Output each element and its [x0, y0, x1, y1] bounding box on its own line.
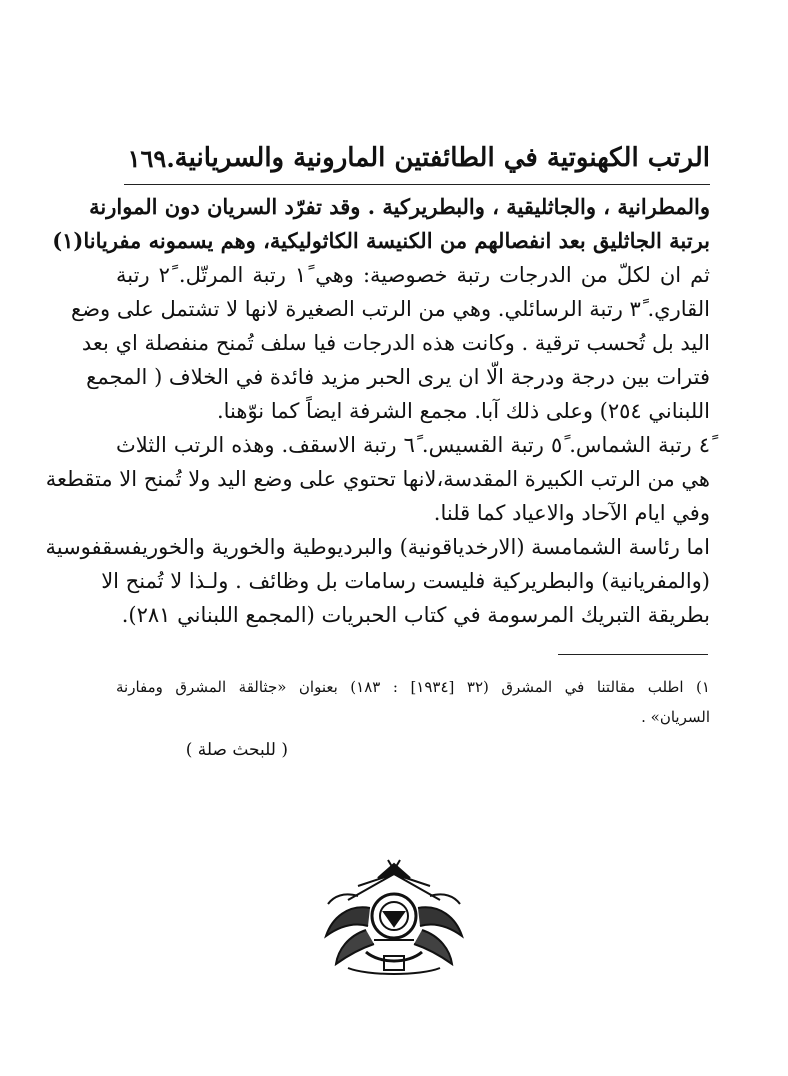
footnote-line: السريان» .: [641, 708, 710, 726]
body-line: بطريقة التبريك المرسومة في كتاب الحبريات (المجمع اللبناني ٢٨١).: [121, 603, 710, 627]
body-line: فترات بين درجة ودرجة الّا ان يرى الحبر مزيد فائدة في الخلاف ( المجمع: [86, 365, 710, 389]
body-line: (والمفريانية) والبطريركية فليست رسامات بل وظائف . ولـذا لا تُمنح الا: [101, 569, 710, 593]
decorative-ornament-icon: [318, 856, 470, 980]
header-rule: [124, 184, 710, 185]
body-line: اللبناني ٢٥٤) وعلى ذلك آبا. مجمع الشرفة ايضاً كما نوّهنا.: [216, 399, 710, 423]
body-line: برتبة الجاثليق بعد انفصالهم من الكنيسة الكاثوليكية، وهم يسمونه مفريانا(١): [52, 228, 710, 253]
body-line: اليد بل تُحسب ترقية . وكانت هذه الدرجات فيا سلف تُمنح منفصلة اي بعد: [81, 331, 710, 355]
body-line: وفي ايام الآحاد والاعياد كما قلنا.: [433, 501, 710, 525]
page-number: .١٦٩: [127, 143, 175, 173]
footnote-line: ١) اطلب مقالتنا في المشرق (٣٢ [١٩٣٤] : ١٨٣) بعنوان «جثالقة المشرق ومفارنة: [116, 678, 710, 696]
footnote: [116, 672, 710, 732]
body-line: ٤ً رتبة الشماس. ٥ً رتبة القسيس. ٦ً رتبة الاسقف. وهذه الرتب الثلاث: [116, 433, 710, 457]
body-line: والمطرانية ، والجاثليقية ، والبطريركية . وقد تفرّد السريان دون الموارنة: [89, 194, 710, 219]
body-line: هي من الرتب الكبيرة المقدسة،لانها تحتوي على وضع اليد ولا تُمنح الا متقطعة: [45, 467, 710, 491]
body-line: القاري. ٣ً رتبة الرسائلي. وهي من الرتب الصغيرة لانها لا تشتمل على وضع: [71, 297, 710, 321]
header-title: الرتب الكهنوتية في الطائفتين المارونية والسريانية: [174, 143, 710, 173]
body-line: ثم ان لكلّ من الدرجات رتبة خصوصية: وهي ١ً رتبة المرتّل. ٢ً رتبة: [116, 263, 710, 287]
footnote-rule: [558, 654, 708, 655]
running-header: [127, 136, 710, 180]
body-line: اما رئاسة الشمامسة (الارخدياقونية) والبرديوطية والخورية والخوريفسقفوسية: [45, 535, 710, 559]
body-text: [45, 190, 710, 632]
continued-note: ( للبحث صلة ): [185, 740, 288, 760]
